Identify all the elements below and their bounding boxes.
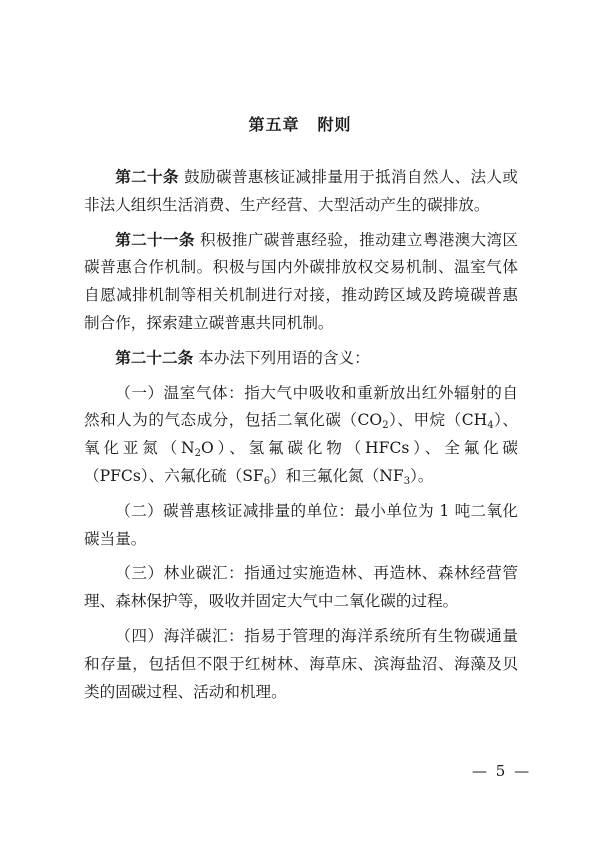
chapter-title: 附则	[317, 115, 352, 134]
definition-greenhouse-gas: （一）温室气体：指大气中吸收和重新放出红外辐射的自然和人为的气态成分，包括二氧化碳$(CO_2)$、甲烷$(CH_4)$、氧化亚氮$(N_2O)$、氢氟碳化物（HFCs）、全氟化碳（PFCs）、六氟化硫$(SF_6)$和三氟化氮$(NF_3)$。	[84, 383, 519, 487]
definition-unit: （二）碳普惠核证减排量的单位：最小单位为 1 吨二氧化碳当量。	[84, 501, 518, 548]
definition-ocean-sink: （四）海洋碳汇：指易于管理的海洋系统所有生物碳通量和存量，包括但不限于红树林、海草床、滨海盐沼、海藻及贝类的固碳过程、活动和机理。	[84, 626, 518, 701]
definition-forestry-sink: （三）林业碳汇：指通过实施造林、再造林、森林经营管理、森林保护等，吸收并固定大气中二氧化碳的过程。	[84, 564, 518, 611]
article-label: 第二十条	[115, 168, 179, 186]
page-number: — 5 —	[472, 762, 532, 780]
chapter-heading	[0, 112, 600, 135]
article-label: 第二十一条	[115, 230, 195, 249]
article-22	[84, 345, 518, 373]
article-text: 本办法下列用语的含义：	[198, 348, 370, 367]
article-21	[84, 227, 518, 338]
chapter-number: 第五章	[248, 115, 300, 134]
article-text: 积极推广碳普惠经验，推动建立粤港澳大湾区碳普惠合作机制。积极与国内外碳排放权交易机制、温室气体自愿减排机制等相关机制进行对接，推动跨区域及跨境碳普惠制合作，探索建立碳普惠共同机制。	[84, 230, 518, 332]
article-20	[84, 164, 518, 220]
article-text: 鼓励碳普惠核证减排量用于抵消自然人、法人或非法人组织生活消费、生产经营、大型活动产生的碳排放。	[84, 168, 518, 214]
article-label: 第二十二条	[115, 348, 194, 367]
document-body	[84, 164, 518, 706]
